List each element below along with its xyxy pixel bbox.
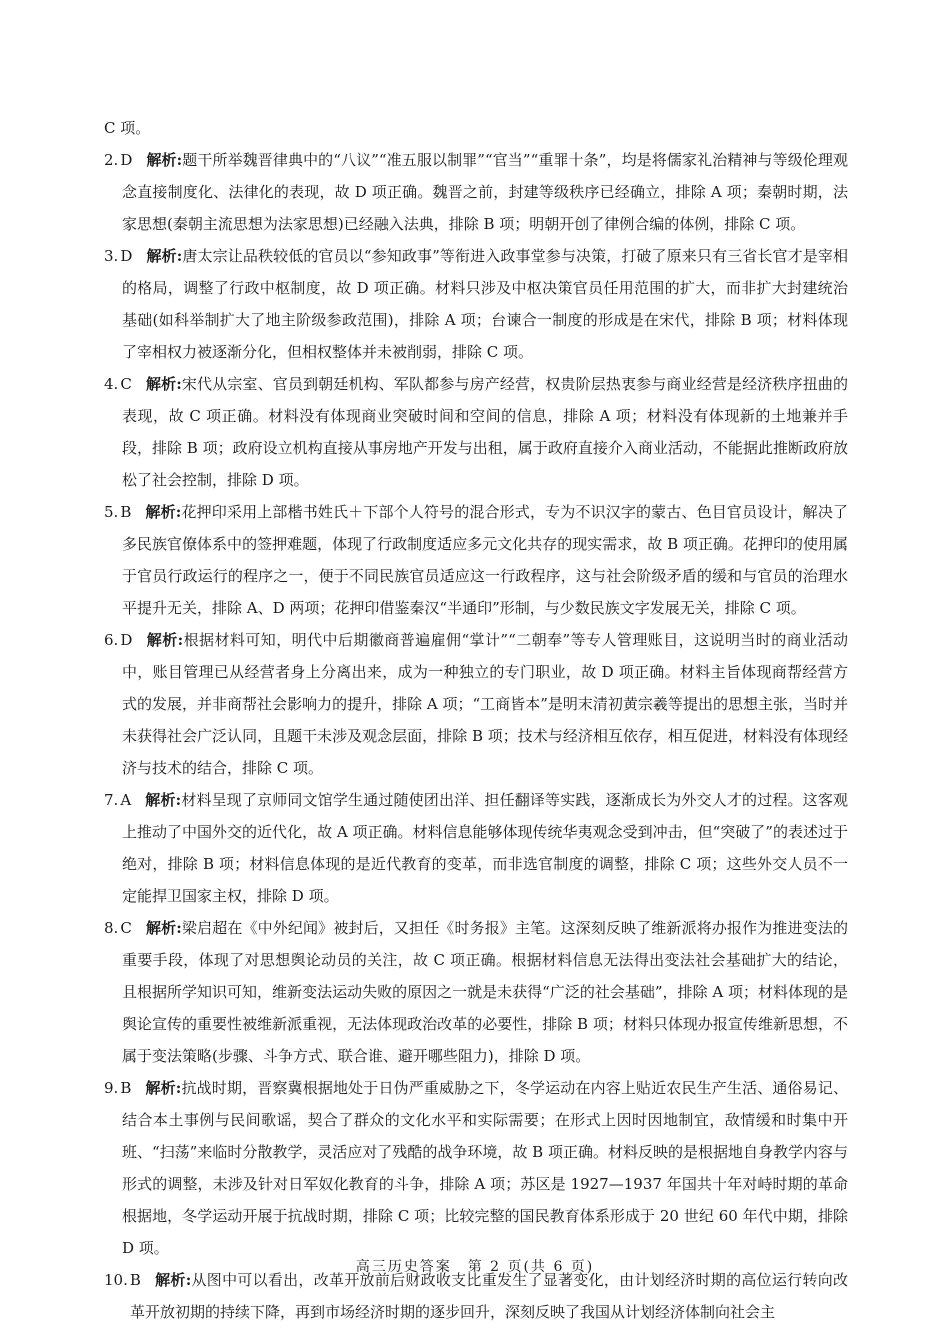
item-answer: B xyxy=(129,1271,141,1289)
item-number: 2. xyxy=(104,151,119,169)
item-number: 3. xyxy=(104,247,119,265)
item-answer: A xyxy=(120,791,132,809)
item-answer: D xyxy=(120,247,133,265)
answer-item-8 xyxy=(104,912,848,1072)
item-answer: C xyxy=(120,375,132,393)
item-number: 8. xyxy=(104,919,119,937)
item-tag: 解析: xyxy=(145,375,182,393)
item-number: 5. xyxy=(104,503,119,521)
item-tag: 解析: xyxy=(145,503,182,521)
item-answer: C xyxy=(120,919,132,937)
item-number: 10. xyxy=(104,1271,128,1289)
answer-item-4 xyxy=(104,368,848,496)
item-answer: D xyxy=(120,151,133,169)
item-text: 题干所举魏晋律典中的“八议”“准五服以制罪”“官当”“重罪十条”，均是将儒家礼治精神与等级伦理观念直接制度化、法律化的表现，故 D 项正确。魏晋之前，封建等级秩序已经确立，排除 A 项；秦朝时期，法家思想(秦朝主流思想为法家思想)已经融入法典，排除 B 项；明朝开创了律例合编的体例，排除 C 项。 xyxy=(122,151,848,233)
item-number: 6. xyxy=(104,631,119,649)
item-tag: 解析: xyxy=(145,791,182,809)
item-answer: B xyxy=(120,503,132,521)
item-tag: 解析: xyxy=(146,247,183,265)
item-tag: 解析: xyxy=(145,919,182,937)
item-text: 梁启超在《中外纪闻》被封后，又担任《时务报》主笔。这深刻反映了维新派将办报作为推进变法的重要手段，体现了对思想舆论动员的关注，故 C 项正确。根据材料信息无法得出变法社会基础扩大的结论，且根据所学知识可知，维新变法运动失败的原因之一就是未获得“广泛的社会基础”，排除 A 项；材料体现的是舆论宣传的重要性被维新派重视，无法体现政治改革的必要性，排除 B 项；材料只体现办报宣传维新思想，不属于变法策略(步骤、斗争方式、联合谁、避开哪些阻力)，排除 D 项。 xyxy=(122,919,848,1065)
answer-item-6 xyxy=(104,624,848,784)
item-text: 从图中可以看出，改革开放前后财政收支比重发生了显著变化，由计划经济时期的高位运行转向改革开放初期的持续下降，再到市场经济时期的逐步回升，深刻反映了我国从计划经济体制向社会主 xyxy=(130,1271,848,1321)
item-number: 9. xyxy=(104,1079,119,1097)
item-answer: D xyxy=(120,631,133,649)
item-tag: 解析: xyxy=(154,1271,192,1289)
item-text: 根据材料可知，明代中后期徽商普遍雇佣“掌计”“二朝奉”等专人管理账目，这说明当时的商业活动中，账目管理已从经营者身上分离出来，成为一种独立的专门职业，故 D 项正确。材料主旨体现商帮经营方式的发展，并非商帮社会影响力的提升，排除 A 项；“工商皆本”是明末清初黄宗羲等提出的思想主张，当时并未获得社会广泛认同，且题干未涉及观念层面，排除 B 项；技术与经济相互依存，相互促进，材料没有体现经济与技术的结合，排除 C 项。 xyxy=(122,631,848,777)
item-number: 7. xyxy=(104,791,119,809)
answer-item-5 xyxy=(104,496,848,624)
item-text: 宋代从宗室、官员到朝廷机构、军队都参与房产经营，权贵阶层热衷参与商业经营是经济秩序扭曲的表现，故 C 项正确。材料没有体现商业突破时间和空间的信息，排除 A 项；材料没有体现新的土地兼并手段，排除 B 项；政府设立机构直接从事房地产开发与出租，属于政府直接介入商业活动，不能据此推断政府放松了社会控制，排除 D 项。 xyxy=(122,375,848,489)
answer-item-7 xyxy=(104,784,848,912)
answer-item-2 xyxy=(104,144,848,240)
item-number: 4. xyxy=(104,375,119,393)
answer-item-9 xyxy=(104,1072,848,1264)
item-text: 抗战时期，晋察冀根据地处于日伪严重威胁之下，冬学运动在内容上贴近农民生产生活、通俗易记、结合本土事例与民间歌谣，契合了群众的文化水平和实际需要；在形式上因时因地制宜，敌情缓和时集中开班、“扫荡”来临时分散教学，灵活应对了残酷的战争环境，故 B 项正确。材料反映的是根据地自身教学内容与形式的调整，未涉及针对日军奴化教育的斗争，排除 A 项；苏区是 1927—1937 年国共十年对峙时期的革命根据地，冬学运动开展于抗战时期，排除 C 项；比较完整的国民教育体系形成于 20 世纪 60 年代中期，排除 D 项。 xyxy=(122,1079,848,1257)
item-tag: 解析: xyxy=(145,1079,182,1097)
item-tag: 解析: xyxy=(146,631,184,649)
item-tag: 解析: xyxy=(146,151,183,169)
answer-content xyxy=(104,112,848,1328)
item-text: 材料呈现了京师同文馆学生通过随使团出洋、担任翻译等实践，逐渐成长为外交人才的过程。这客观上推动了中国外交的近代化，故 A 项正确。材料信息能够体现传统华夷观念受到冲击，但“突破了”的表述过于绝对，排除 B 项；材料信息体现的是近代教育的变革，而非选官制度的调整，排除 C 项；这些外交人员不一定能捍卫国家主权，排除 D 项。 xyxy=(122,791,848,905)
answer-item-3 xyxy=(104,240,848,368)
page-footer: 高三历史答案 第 2 页(共 6 页) xyxy=(355,1259,595,1275)
item-text: 唐太宗让品秩较低的官员以“参知政事”等衔进入政事堂参与决策，打破了原来只有三省长官才是宰相的格局，调整了行政中枢制度，故 D 项正确。材料只涉及中枢决策官员任用范围的扩大，而非扩大封建统治基础(如科举制扩大了地主阶级参政范围)，排除 A 项；台谏合一制度的形成是在宋代，排除 B 项；材料体现了宰相权力被逐渐分化，但相权整体并未被削弱，排除 C 项。 xyxy=(122,247,848,361)
item-answer: B xyxy=(120,1079,132,1097)
continuation-text: C 项。 xyxy=(104,119,151,137)
item-text: 花押印采用上部楷书姓氏＋下部个人符号的混合形式，专为不识汉字的蒙古、色目官员设计，解决了多民族官僚体系中的签押难题，体现了行政制度适应多元文化共存的现实需求，故 B 项正确。花押印的使用属于官员行政运行的程序之一，便于不同民族官员适应这一行政程序，这与社会阶级矛盾的缓和与官员的治理水平提升无关，排除 A、D 两项；花押印借鉴秦汉“半通印”形制，与少数民族文字发展无关，排除 C 项。 xyxy=(122,503,848,617)
